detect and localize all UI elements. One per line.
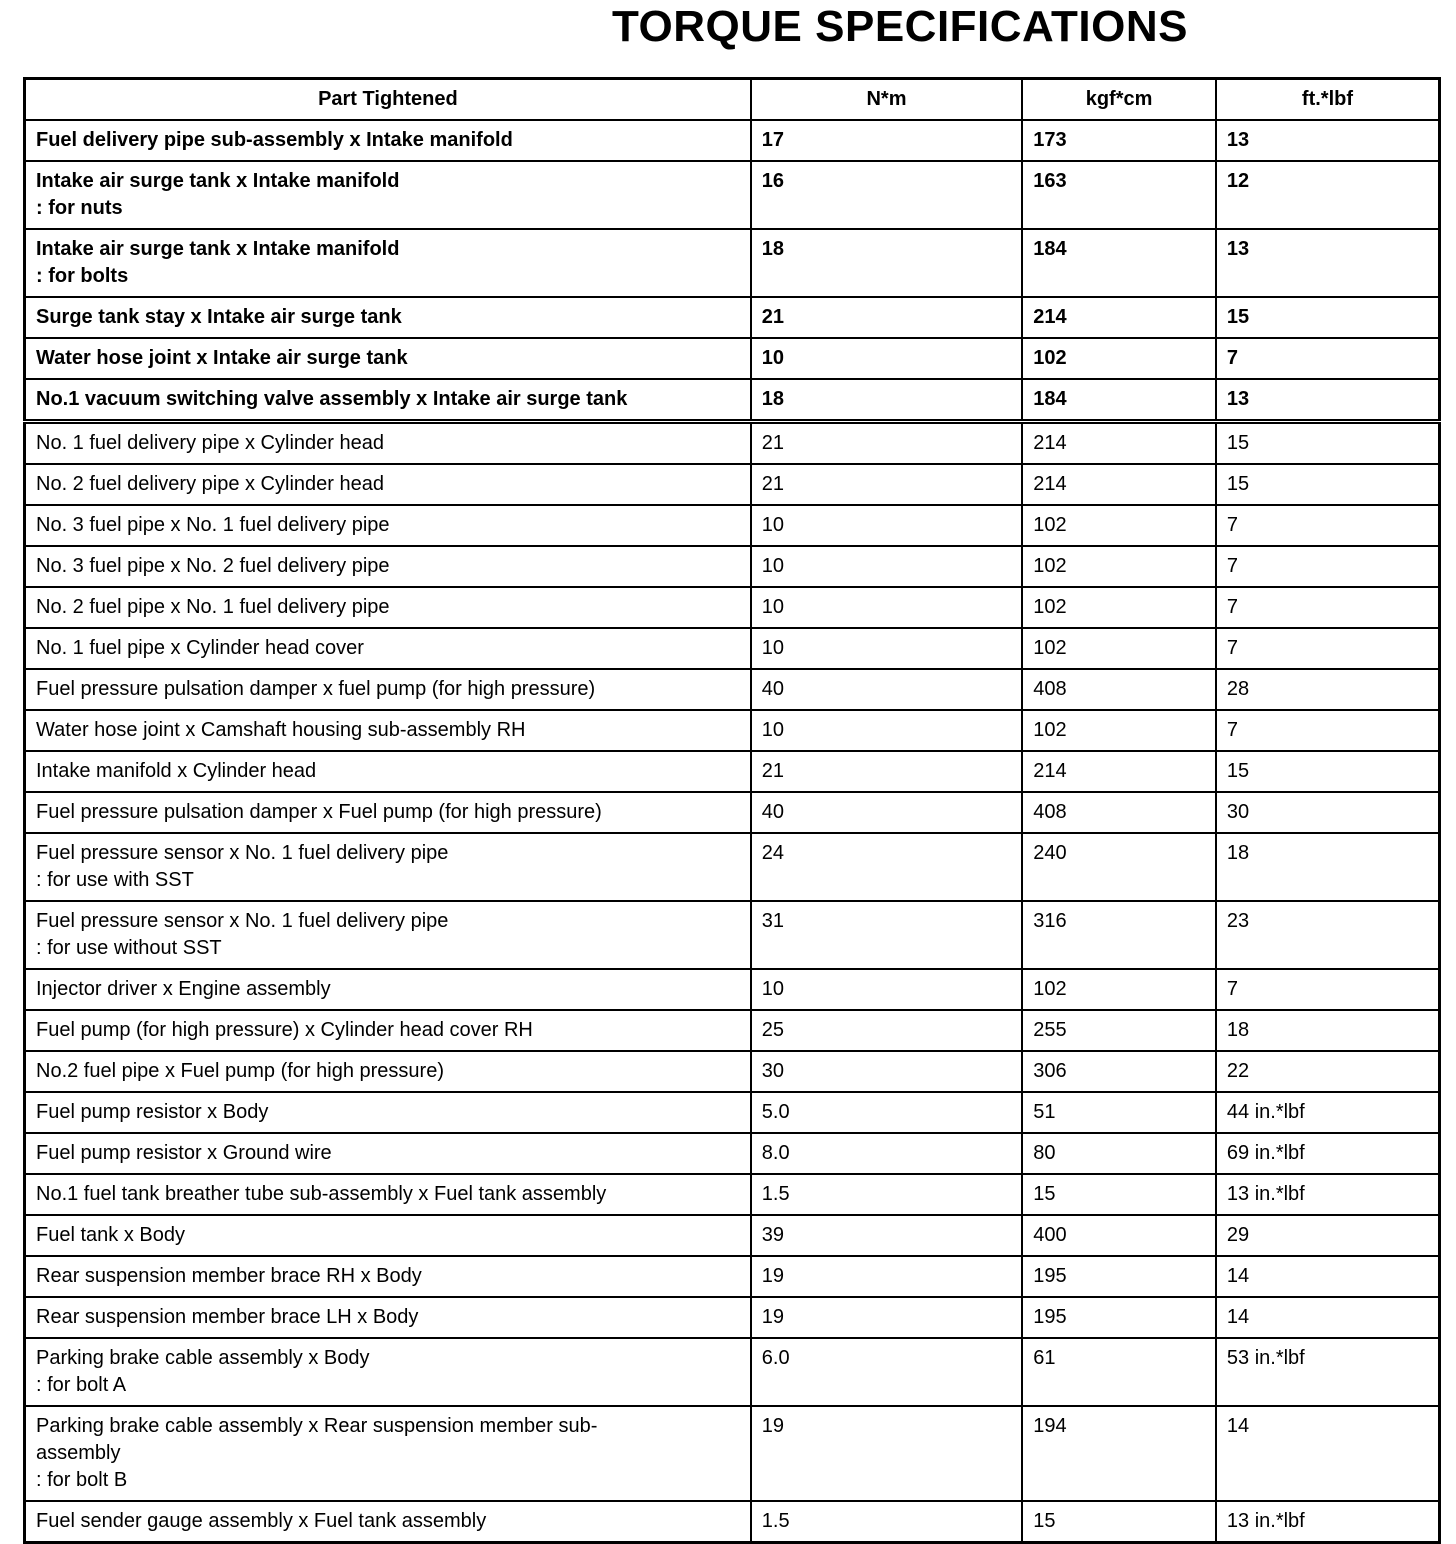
table-row [25,628,1440,669]
nm-cell: 18 [751,229,1022,297]
table-row [25,379,1440,422]
nm-cell: 10 [751,628,1022,669]
nm-cell: 30 [751,1051,1022,1092]
ftlbf-cell: 15 [1216,422,1440,465]
table-row [25,901,1440,969]
ftlbf-cell: 13 in.*lbf [1216,1501,1440,1543]
kgfcm-cell: 102 [1022,969,1216,1010]
table-row [25,422,1440,465]
nm-cell: 10 [751,338,1022,379]
ftlbf-cell: 44 in.*lbf [1216,1092,1440,1133]
nm-cell: 24 [751,833,1022,901]
nm-cell: 21 [751,464,1022,505]
kgfcm-cell: 51 [1022,1092,1216,1133]
part-cell: No. 2 fuel pipe x No. 1 fuel delivery pipe [25,587,751,628]
nm-cell: 16 [751,161,1022,229]
ftlbf-cell: 13 [1216,120,1440,161]
part-cell: No.1 fuel tank breather tube sub-assembly x Fuel tank assembly [25,1174,751,1215]
nm-cell: 21 [751,751,1022,792]
part-cell: Fuel pump resistor x Body [25,1092,751,1133]
table-row [25,1256,1440,1297]
table-row [25,161,1440,229]
kgfcm-cell: 80 [1022,1133,1216,1174]
part-cell: No. 3 fuel pipe x No. 2 fuel delivery pipe [25,546,751,587]
ftlbf-cell: 15 [1216,751,1440,792]
table-row [25,297,1440,338]
kgfcm-cell: 15 [1022,1501,1216,1543]
part-cell: Parking brake cable assembly x Body : for bolt A [25,1338,751,1406]
kgfcm-cell: 214 [1022,297,1216,338]
ftlbf-cell: 15 [1216,464,1440,505]
table-row [25,546,1440,587]
part-cell: No. 3 fuel pipe x No. 1 fuel delivery pipe [25,505,751,546]
header-row [25,79,1440,121]
nm-cell: 10 [751,546,1022,587]
part-cell: Fuel pump (for high pressure) x Cylinder head cover RH [25,1010,751,1051]
part-cell: Fuel sender gauge assembly x Fuel tank assembly [25,1501,751,1543]
table-row [25,1215,1440,1256]
kgfcm-cell: 102 [1022,546,1216,587]
ftlbf-cell: 7 [1216,338,1440,379]
ftlbf-cell: 22 [1216,1051,1440,1092]
page-title: TORQUE SPECIFICATIONS [611,2,1189,51]
header-ftlbf: ft.*lbf [1216,79,1440,121]
part-cell: No. 1 fuel delivery pipe x Cylinder head [25,422,751,465]
kgfcm-cell: 240 [1022,833,1216,901]
table-row [25,710,1440,751]
ftlbf-cell: 18 [1216,833,1440,901]
part-cell: Intake air surge tank x Intake manifold : for bolts [25,229,751,297]
ftlbf-cell: 7 [1216,587,1440,628]
table-row [25,1051,1440,1092]
kgfcm-cell: 102 [1022,710,1216,751]
nm-cell: 5.0 [751,1092,1022,1133]
part-cell: Intake manifold x Cylinder head [25,751,751,792]
ftlbf-cell: 7 [1216,505,1440,546]
kgfcm-cell: 102 [1022,628,1216,669]
nm-cell: 19 [751,1297,1022,1338]
nm-cell: 40 [751,792,1022,833]
nm-cell: 25 [751,1010,1022,1051]
ftlbf-cell: 18 [1216,1010,1440,1051]
kgfcm-cell: 214 [1022,464,1216,505]
ftlbf-cell: 30 [1216,792,1440,833]
table-row [25,1338,1440,1406]
kgfcm-cell: 214 [1022,422,1216,465]
ftlbf-cell: 23 [1216,901,1440,969]
part-cell: No. 1 fuel pipe x Cylinder head cover [25,628,751,669]
kgfcm-cell: 195 [1022,1297,1216,1338]
nm-cell: 39 [751,1215,1022,1256]
ftlbf-cell: 13 [1216,229,1440,297]
kgfcm-cell: 214 [1022,751,1216,792]
nm-cell: 1.5 [751,1501,1022,1543]
table-row [25,1501,1440,1543]
ftlbf-cell: 14 [1216,1406,1440,1501]
nm-cell: 10 [751,710,1022,751]
kgfcm-cell: 15 [1022,1174,1216,1215]
part-cell: Surge tank stay x Intake air surge tank [25,297,751,338]
kgfcm-cell: 195 [1022,1256,1216,1297]
part-cell: Intake air surge tank x Intake manifold : for nuts [25,161,751,229]
kgfcm-cell: 184 [1022,229,1216,297]
ftlbf-cell: 7 [1216,546,1440,587]
kgfcm-cell: 102 [1022,505,1216,546]
part-cell: No. 2 fuel delivery pipe x Cylinder head [25,464,751,505]
header-part: Part Tightened [25,79,751,121]
header-nm: N*m [751,79,1022,121]
nm-cell: 8.0 [751,1133,1022,1174]
kgfcm-cell: 61 [1022,1338,1216,1406]
nm-cell: 10 [751,969,1022,1010]
table-row [25,792,1440,833]
kgfcm-cell: 163 [1022,161,1216,229]
table-row [25,1092,1440,1133]
kgfcm-cell: 316 [1022,901,1216,969]
header-kgfcm: kgf*cm [1022,79,1216,121]
table-row [25,1406,1440,1501]
kgfcm-cell: 306 [1022,1051,1216,1092]
table-row [25,1174,1440,1215]
ftlbf-cell: 7 [1216,628,1440,669]
part-cell: Fuel pressure sensor x No. 1 fuel delivery pipe : for use with SST [25,833,751,901]
ftlbf-cell: 7 [1216,969,1440,1010]
table-row [25,1010,1440,1051]
ftlbf-cell: 12 [1216,161,1440,229]
part-cell: Fuel pump resistor x Ground wire [25,1133,751,1174]
table-row [25,587,1440,628]
table-row [25,464,1440,505]
part-cell: Water hose joint x Camshaft housing sub-assembly RH [25,710,751,751]
kgfcm-cell: 408 [1022,792,1216,833]
nm-cell: 19 [751,1256,1022,1297]
table-row [25,229,1440,297]
part-cell: Parking brake cable assembly x Rear suspension member sub- assembly : for bolt B [25,1406,751,1501]
nm-cell: 40 [751,669,1022,710]
part-cell: Fuel tank x Body [25,1215,751,1256]
part-cell: Water hose joint x Intake air surge tank [25,338,751,379]
kgfcm-cell: 255 [1022,1010,1216,1051]
part-cell: No.1 vacuum switching valve assembly x Intake air surge tank [25,379,751,422]
nm-cell: 31 [751,901,1022,969]
kgfcm-cell: 194 [1022,1406,1216,1501]
nm-cell: 17 [751,120,1022,161]
nm-cell: 10 [751,505,1022,546]
ftlbf-cell: 13 in.*lbf [1216,1174,1440,1215]
part-cell: No.2 fuel pipe x Fuel pump (for high pressure) [25,1051,751,1092]
ftlbf-cell: 53 in.*lbf [1216,1338,1440,1406]
ftlbf-cell: 15 [1216,297,1440,338]
nm-cell: 21 [751,297,1022,338]
table-row [25,751,1440,792]
table-row [25,1297,1440,1338]
nm-cell: 1.5 [751,1174,1022,1215]
table-row [25,120,1440,161]
nm-cell: 6.0 [751,1338,1022,1406]
table-row [25,833,1440,901]
part-cell: Fuel delivery pipe sub-assembly x Intake manifold [25,120,751,161]
kgfcm-cell: 102 [1022,587,1216,628]
torque-spec-table [23,77,1441,1544]
nm-cell: 10 [751,587,1022,628]
ftlbf-cell: 28 [1216,669,1440,710]
ftlbf-cell: 69 in.*lbf [1216,1133,1440,1174]
part-cell: Rear suspension member brace RH x Body [25,1256,751,1297]
kgfcm-cell: 173 [1022,120,1216,161]
table-row [25,505,1440,546]
table-row [25,1133,1440,1174]
kgfcm-cell: 400 [1022,1215,1216,1256]
kgfcm-cell: 184 [1022,379,1216,422]
ftlbf-cell: 7 [1216,710,1440,751]
ftlbf-cell: 29 [1216,1215,1440,1256]
part-cell: Fuel pressure pulsation damper x Fuel pump (for high pressure) [25,792,751,833]
ftlbf-cell: 14 [1216,1297,1440,1338]
part-cell: Rear suspension member brace LH x Body [25,1297,751,1338]
table-row [25,669,1440,710]
kgfcm-cell: 102 [1022,338,1216,379]
ftlbf-cell: 14 [1216,1256,1440,1297]
part-cell: Fuel pressure pulsation damper x fuel pump (for high pressure) [25,669,751,710]
ftlbf-cell: 13 [1216,379,1440,422]
table-row [25,969,1440,1010]
nm-cell: 19 [751,1406,1022,1501]
nm-cell: 21 [751,422,1022,465]
part-cell: Injector driver x Engine assembly [25,969,751,1010]
nm-cell: 18 [751,379,1022,422]
table-row [25,338,1440,379]
kgfcm-cell: 408 [1022,669,1216,710]
part-cell: Fuel pressure sensor x No. 1 fuel delivery pipe : for use without SST [25,901,751,969]
